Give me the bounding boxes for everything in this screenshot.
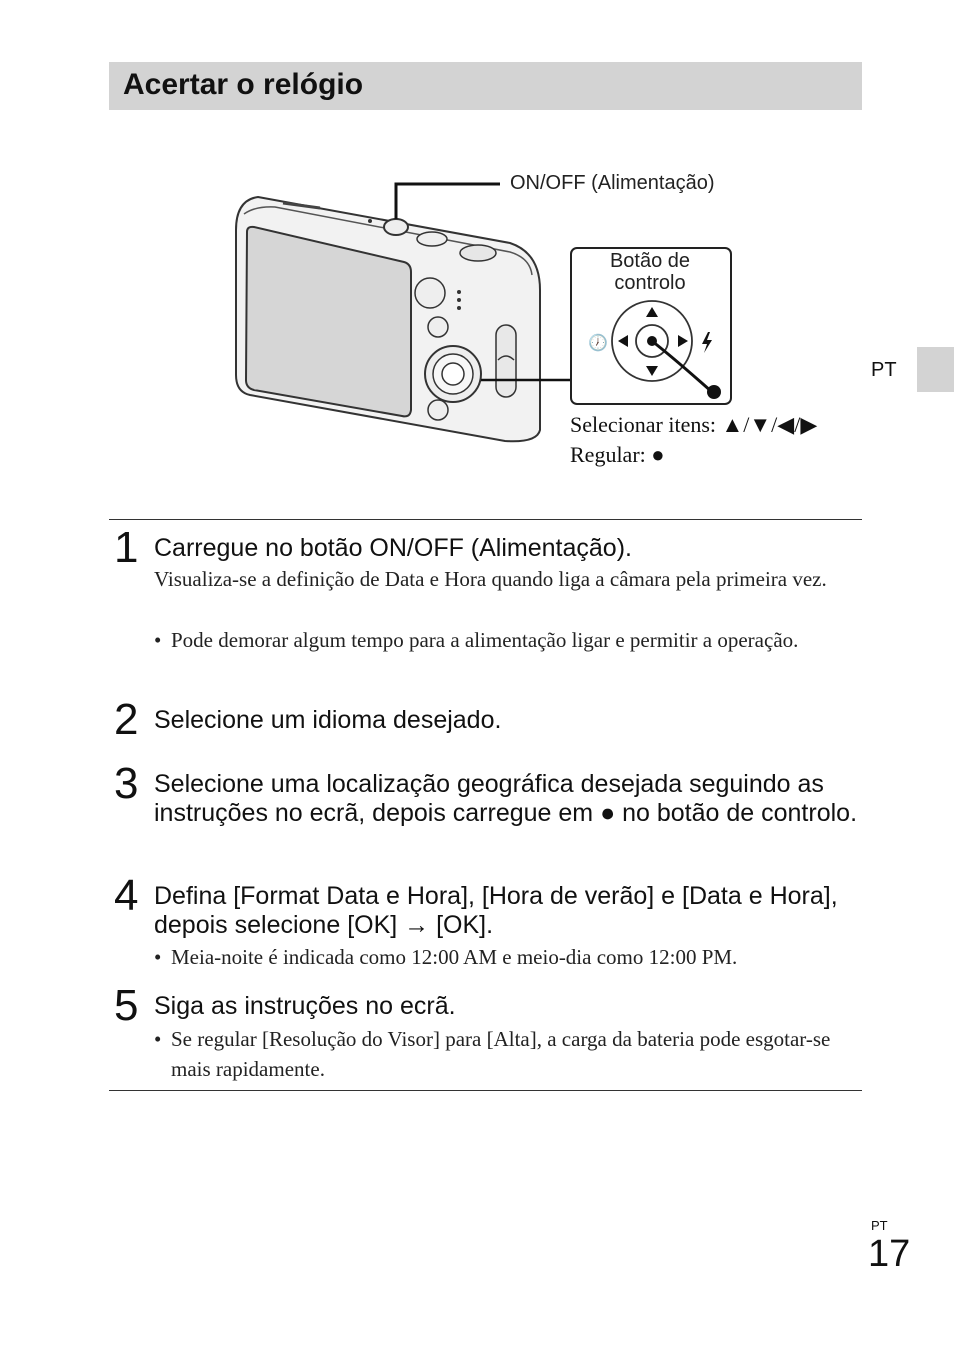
zoom-lever	[460, 245, 496, 261]
side-tab	[917, 347, 954, 392]
step-1-number: 1	[114, 523, 139, 572]
control-button-caption: Botão de controlo	[609, 250, 691, 294]
step-1-heading: Carregue no botão ON/OFF (Alimentação).	[154, 534, 632, 562]
playback-button	[415, 278, 445, 308]
step-2-heading: Selecione um idioma desejado.	[154, 706, 502, 734]
step-5-number: 5	[114, 981, 139, 1030]
step-3-heading: Selecione uma localização geográfica desejada seguindo as instruções no ecrã, depois carregue em ● no botão de controlo.	[154, 770, 858, 827]
step-5-bullet: • Se regular [Resolução do Visor] para [Alta], a carga da bateria pode esgotar-se mais rapidamente.	[154, 1024, 854, 1084]
step-4-number: 4	[114, 871, 139, 920]
onoff-caption: ON/OFF (Alimentação)	[510, 172, 715, 194]
page-language: PT	[871, 1218, 888, 1233]
step-1-text: Visualiza-se a definição de Data e Hora quando liga a câmara pela primeira vez.	[154, 567, 827, 591]
page-number: 17	[868, 1233, 911, 1275]
side-tab-label: PT	[871, 359, 897, 381]
step-1-bullet: • Pode demorar algum tempo para a alimentação ligar e permitir a operação.	[154, 625, 854, 655]
step-4-heading: Defina [Format Data e Hora], [Hora de verão] e [Data e Hora], depois selecione [OK] → [OK].	[154, 882, 838, 939]
step-3-number: 3	[114, 759, 139, 808]
top-divider	[109, 519, 862, 520]
menu-button	[428, 317, 448, 337]
set-text: Regular: ●	[570, 442, 665, 467]
step-5-heading: Siga as instruções no ecrã.	[154, 992, 456, 1020]
bottom-divider	[109, 1090, 862, 1091]
delete-button	[428, 400, 448, 420]
section-title: Acertar o relógio	[123, 68, 364, 101]
step-2-number: 2	[114, 695, 139, 744]
power-button	[384, 219, 408, 235]
shutter-button	[417, 232, 447, 246]
select-items-text: Selecionar itens: ▲/▼/◀/▶	[570, 412, 818, 437]
selection-caption	[570, 410, 817, 470]
step-4-bullet: • Meia-noite é indicada como 12:00 AM e meio-dia como 12:00 PM.	[154, 942, 854, 972]
self-timer-icon: 🕖	[588, 333, 608, 352]
